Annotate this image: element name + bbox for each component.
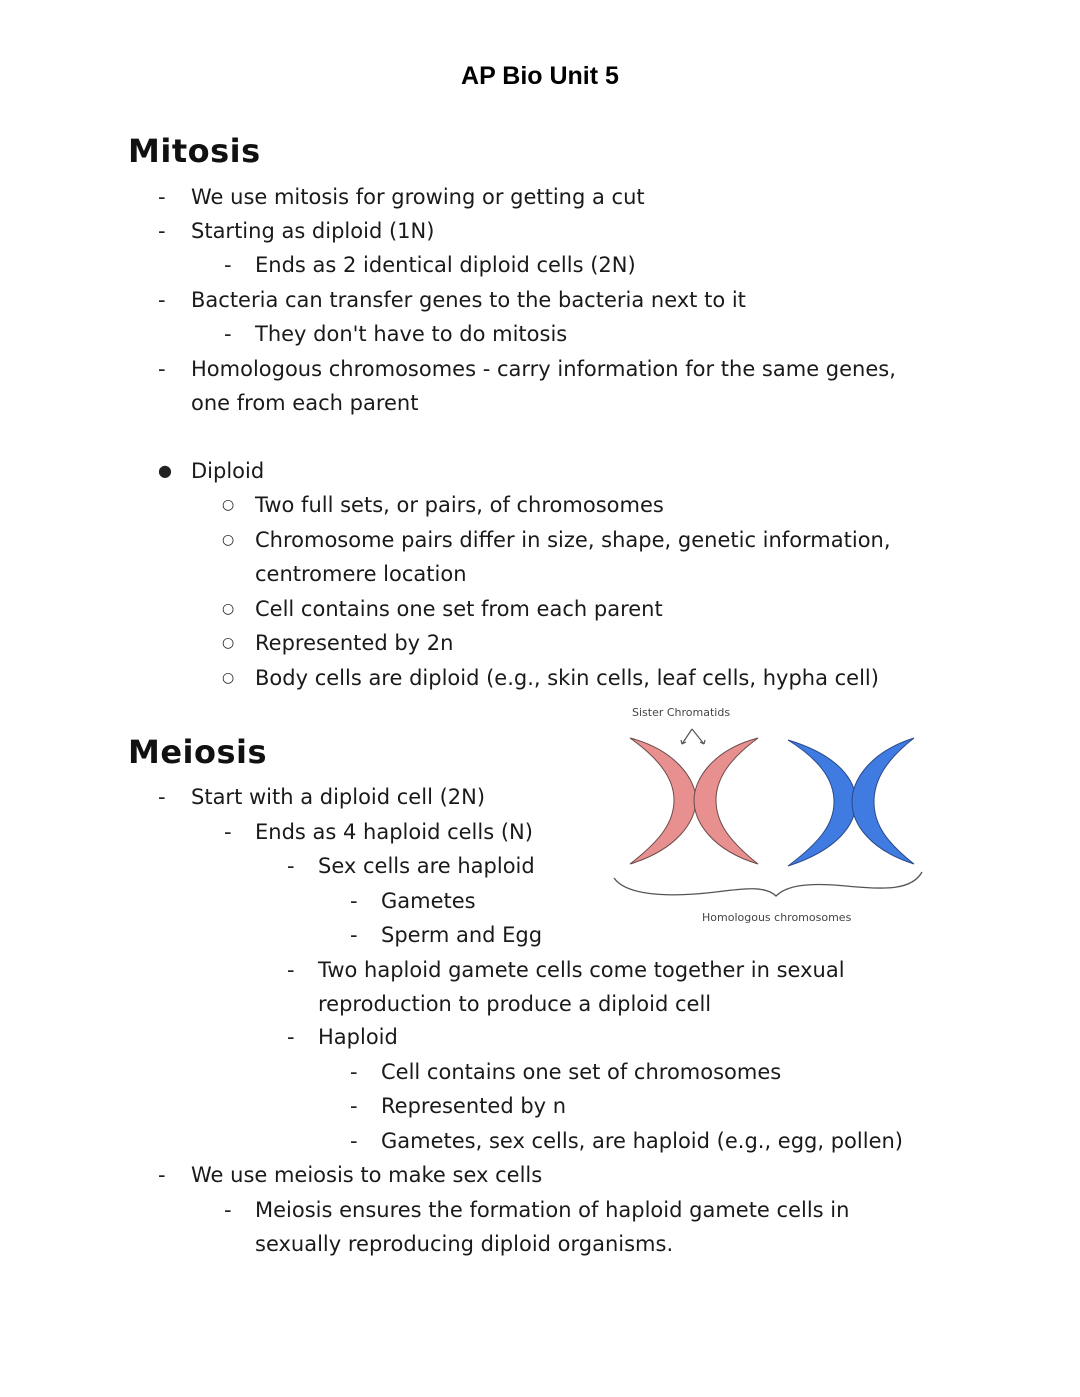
list-item: Gametes, sex cells, are haploid (e.g., egg, pollen) — [381, 1129, 903, 1153]
list-item: Cell contains one set from each parent — [255, 597, 663, 621]
dash-bullet: - — [350, 1094, 358, 1118]
dash-bullet: - — [287, 958, 295, 982]
list-item-continuation: reproduction to produce a diploid cell — [318, 992, 712, 1016]
list-item: Ends as 4 haploid cells (N) — [255, 820, 533, 844]
list-item: Diploid — [191, 459, 265, 483]
hollow-bullet: ○ — [222, 601, 235, 617]
list-item: Two haploid gamete cells come together in sexual — [318, 958, 845, 982]
list-item: Start with a diploid cell (2N) — [191, 785, 486, 809]
list-item: We use meiosis to make sex cells — [191, 1163, 543, 1187]
list-item-continuation: centromere location — [255, 562, 467, 586]
dash-bullet: - — [350, 923, 358, 947]
dash-bullet: - — [287, 1025, 295, 1049]
dash-bullet: - — [158, 785, 166, 809]
chromosome-illustration — [606, 700, 936, 940]
list-item: Homologous chromosomes - carry information for the same genes, — [191, 357, 896, 381]
hollow-bullet: ○ — [222, 497, 235, 513]
list-item-continuation: sexually reproducing diploid organisms. — [255, 1232, 674, 1256]
list-item: Haploid — [318, 1025, 398, 1049]
dash-bullet: - — [350, 889, 358, 913]
list-item: Ends as 2 identical diploid cells (2N) — [255, 253, 636, 277]
dash-bullet: - — [158, 1163, 166, 1187]
pointer-arrows-icon — [681, 729, 705, 744]
dash-bullet: - — [350, 1060, 358, 1084]
dash-bullet: - — [287, 854, 295, 878]
list-item: Sperm and Egg — [381, 923, 543, 947]
dash-bullet: - — [158, 288, 166, 312]
list-item: They don't have to do mitosis — [255, 322, 568, 346]
list-item: Cell contains one set of chromosomes — [381, 1060, 782, 1084]
dash-bullet: - — [224, 322, 232, 346]
blue-chromosome-icon — [788, 738, 914, 866]
list-item: Gametes — [381, 889, 476, 913]
dash-bullet: - — [158, 357, 166, 381]
list-item: Represented by 2n — [255, 631, 454, 655]
list-item: Body cells are diploid (e.g., skin cells, leaf cells, hypha cell) — [255, 666, 879, 690]
list-item: Meiosis ensures the formation of haploid gamete cells in — [255, 1198, 850, 1222]
pink-chromosome-icon — [630, 738, 758, 864]
list-item: Chromosome pairs differ in size, shape, genetic information, — [255, 528, 891, 552]
list-item-continuation: one from each parent — [191, 391, 419, 415]
list-item: Bacteria can transfer genes to the bacteria next to it — [191, 288, 746, 312]
list-item: Two full sets, or pairs, of chromosomes — [255, 493, 664, 517]
dash-bullet: - — [224, 253, 232, 277]
document-title: AP Bio Unit 5 — [461, 62, 619, 90]
homologous-chromosomes-label: Homologous chromosomes — [702, 911, 852, 924]
hollow-bullet: ○ — [222, 635, 235, 651]
chromosome-diagram — [606, 700, 936, 940]
list-item: Sex cells are haploid — [318, 854, 535, 878]
brace-icon — [614, 872, 922, 896]
dash-bullet: - — [224, 820, 232, 844]
list-item: Starting as diploid (1N) — [191, 219, 435, 243]
hollow-bullet: ○ — [222, 532, 235, 548]
filled-bullet: ● — [158, 461, 172, 480]
heading-meiosis: Meiosis — [128, 733, 268, 771]
list-item: We use mitosis for growing or getting a cut — [191, 185, 645, 209]
dash-bullet: - — [350, 1129, 358, 1153]
heading-mitosis: Mitosis — [128, 132, 261, 170]
hollow-bullet: ○ — [222, 670, 235, 686]
dash-bullet: - — [158, 219, 166, 243]
dash-bullet: - — [224, 1198, 232, 1222]
list-item: Represented by n — [381, 1094, 567, 1118]
dash-bullet: - — [158, 185, 166, 209]
sister-chromatids-label: Sister Chromatids — [632, 706, 731, 719]
